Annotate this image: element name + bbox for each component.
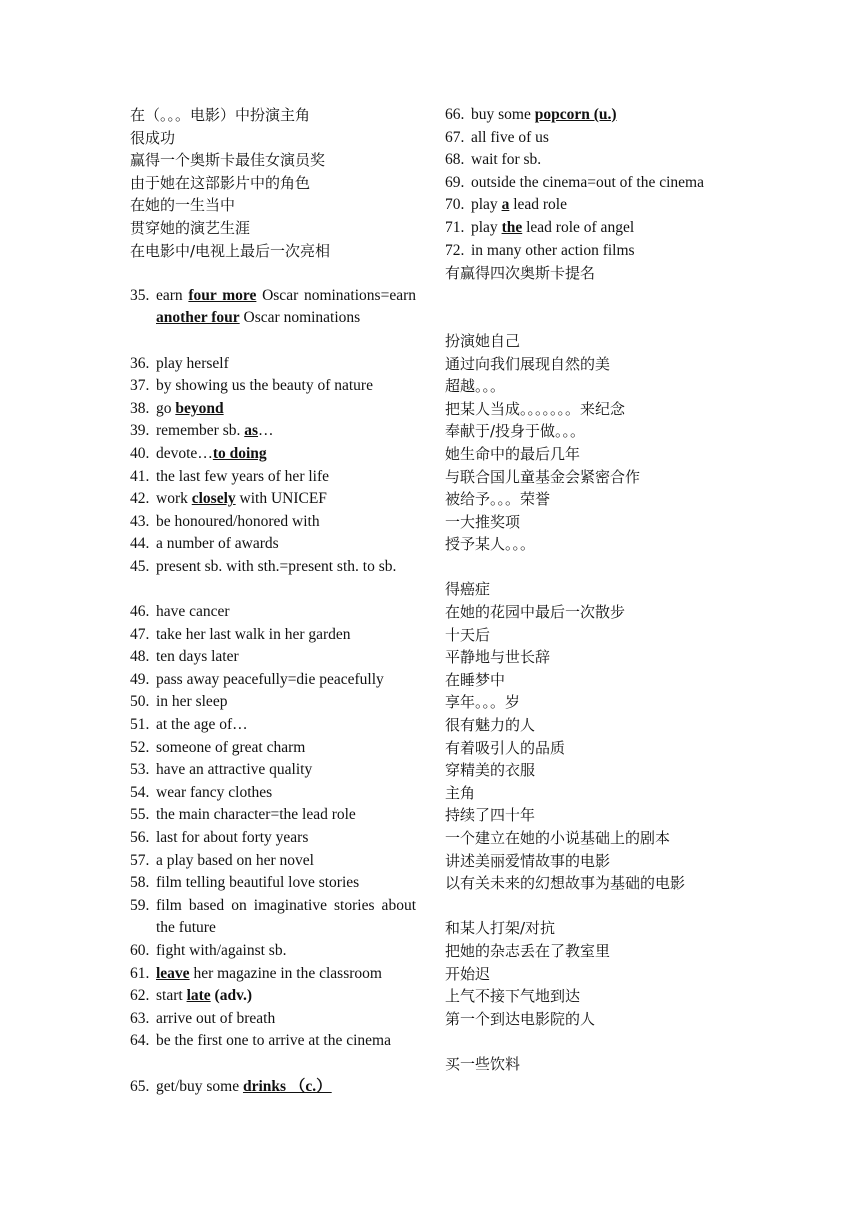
- phrase-text: the last few years of her life: [156, 467, 330, 485]
- phrase-text: remember sb.: [156, 422, 245, 440]
- vocab-item: [130, 737, 416, 760]
- chinese-meaning: 讲述美丽爱情故事的电影: [445, 851, 611, 870]
- chinese-meaning: 开始迟: [445, 964, 491, 983]
- item-number: 62.: [130, 987, 150, 1005]
- chinese-meaning: 超越。。。: [445, 377, 506, 396]
- right-column: [445, 104, 731, 1076]
- vocab-item: [130, 375, 416, 398]
- left-column: [130, 104, 416, 1098]
- chinese-meaning: 和某人打架/对抗: [445, 919, 556, 938]
- item-number: 70.: [445, 196, 465, 214]
- item-text: [471, 127, 731, 150]
- chinese-meaning: 被给予。。。荣誉: [445, 490, 551, 509]
- item-text: [471, 217, 731, 240]
- item-text: [156, 624, 416, 647]
- item-text: [156, 872, 416, 895]
- vocab-item: [130, 714, 416, 737]
- vocab-item: [130, 420, 416, 443]
- vocab-item: [130, 488, 416, 511]
- phrase-text: …: [258, 422, 274, 440]
- key-word: leave: [156, 964, 190, 982]
- phrase-text: a number of awards: [156, 535, 279, 553]
- vocab-item: [130, 624, 416, 647]
- item-number: 43.: [130, 512, 150, 530]
- key-word: to doing: [212, 444, 267, 462]
- item-text: [156, 646, 416, 669]
- vocab-item: [130, 895, 416, 940]
- item-text: [156, 353, 416, 376]
- phrase-text: all five of us: [471, 128, 549, 146]
- item-text: [156, 1076, 416, 1099]
- item-number: 66.: [445, 106, 465, 123]
- key-word: beyond: [175, 399, 224, 417]
- item-number: 65.: [130, 1077, 150, 1095]
- chinese-meaning: 穿精美的衣服: [445, 761, 536, 780]
- phrase-text: in her sleep: [156, 693, 228, 711]
- item-text: [156, 375, 416, 398]
- part-of-speech: (adv.): [214, 987, 253, 1005]
- phrase-text: buy some: [471, 106, 535, 123]
- item-text: [156, 985, 416, 1008]
- item-text: [156, 963, 416, 986]
- item-number: 60.: [130, 941, 150, 959]
- item-text: [156, 714, 416, 737]
- phrase-text: a play based on her novel: [156, 851, 314, 869]
- vocab-item: [130, 985, 416, 1008]
- vocab-item: [130, 691, 416, 714]
- chinese-meaning: 与联合国儿童基金会紧密合作: [445, 467, 641, 486]
- item-text: [156, 398, 416, 421]
- item-number: 53.: [130, 761, 150, 779]
- key-word: drinks （c.）: [242, 1077, 332, 1095]
- item-text: [156, 737, 416, 760]
- vocab-item: [130, 646, 416, 669]
- chinese-meaning: 授予某人。。。: [445, 535, 536, 554]
- chinese-meaning: 平静地与世长辞: [445, 648, 551, 667]
- vocab-item: [445, 194, 731, 217]
- vocab-item: [130, 443, 416, 466]
- item-number: 59.: [130, 896, 150, 914]
- item-number: 71.: [445, 218, 465, 236]
- vocab-item: [130, 872, 416, 895]
- phrase-text: be honoured/honored with: [156, 512, 320, 530]
- vocab-item: [130, 556, 416, 601]
- phrase-text: earn: [156, 286, 189, 304]
- vocab-item: [130, 1076, 416, 1099]
- chinese-meaning: 把她的杂志丢在了教室里: [445, 941, 611, 960]
- vocab-item: [130, 940, 416, 963]
- item-number: 54.: [130, 783, 150, 801]
- phrase-text: work: [156, 490, 192, 508]
- key-word: popcorn (u.): [534, 106, 617, 123]
- vocab-item: [130, 285, 416, 353]
- item-text: [156, 850, 416, 873]
- item-text: [471, 240, 731, 263]
- item-number: 41.: [130, 467, 150, 485]
- item-number: 56.: [130, 829, 150, 847]
- chinese-meaning: 主角: [445, 783, 476, 802]
- item-text: [156, 556, 416, 601]
- phrase-text: fight with/against sb.: [156, 941, 287, 959]
- item-number: 67.: [445, 128, 465, 146]
- item-number: 57.: [130, 851, 150, 869]
- item-text: [156, 827, 416, 850]
- chinese-phrase: 在（。。。电影）中扮演主角: [130, 106, 311, 124]
- phrase-text: pass away peacefully=die peacefully: [156, 670, 384, 688]
- phrase-text: Oscar nominations=earn: [256, 286, 416, 304]
- phrase-text: film based on imaginative stories about the future: [156, 896, 416, 937]
- chinese-phrase: 在她的一生当中: [130, 196, 236, 215]
- item-number: 52.: [130, 738, 150, 756]
- chinese-meaning: 把某人当成。。。。。。。来纪念: [445, 399, 626, 418]
- chinese-meaning: 奉献于/投身于做。。。: [445, 422, 586, 441]
- chinese-meaning: 买一些饮料: [445, 1054, 521, 1073]
- chinese-meaning: 她生命中的最后几年: [445, 444, 581, 463]
- item-text: [156, 285, 416, 353]
- phrase-text: Oscar nominations: [239, 309, 361, 327]
- chinese-meaning: 第一个到达电影院的人: [445, 1009, 596, 1028]
- phrase-text: play: [471, 218, 502, 236]
- item-text: [156, 1008, 416, 1031]
- key-word: the: [501, 218, 523, 236]
- item-text: [471, 194, 731, 217]
- vocab-item: [445, 240, 731, 263]
- item-number: 72.: [445, 241, 465, 259]
- item-text: [156, 691, 416, 714]
- item-number: 36.: [130, 354, 150, 372]
- vocab-item: [130, 511, 416, 534]
- item-number: 69.: [445, 173, 465, 191]
- vocab-item: [130, 827, 416, 850]
- vocab-item: [445, 172, 731, 195]
- vocab-item: [130, 1008, 416, 1031]
- phrase-text: film telling beautiful love stories: [156, 874, 360, 892]
- phrase-text: in many other action films: [471, 241, 635, 259]
- vocab-item: [445, 127, 731, 150]
- item-text: [471, 149, 731, 172]
- vocab-item: [130, 398, 416, 421]
- key-word: as: [244, 422, 259, 440]
- item-text: [156, 895, 416, 940]
- chinese-meaning: 持续了四十年: [445, 806, 536, 825]
- phrase-text: ten days later: [156, 648, 239, 666]
- item-number: 64.: [130, 1032, 150, 1050]
- key-word: four more: [188, 286, 257, 304]
- phrase-text: someone of great charm: [156, 738, 306, 756]
- item-number: 61.: [130, 964, 150, 982]
- phrase-text: wait for sb.: [471, 151, 542, 169]
- item-number: 39.: [130, 422, 150, 440]
- item-text: [156, 466, 416, 489]
- chinese-meaning: 很有魅力的人: [445, 716, 536, 735]
- item-number: 37.: [130, 377, 150, 395]
- phrase-text: at the age of…: [156, 716, 248, 734]
- blank-line: [130, 262, 416, 285]
- item-text: [156, 669, 416, 692]
- item-text: [156, 782, 416, 805]
- item-text: [156, 804, 416, 827]
- phrase-text: get/buy some: [156, 1077, 243, 1095]
- vocab-item: [130, 669, 416, 692]
- phrase-text: start: [156, 987, 187, 1005]
- phrase-text: the main character=the lead role: [156, 806, 356, 824]
- item-text: [156, 940, 416, 963]
- phrase-text: her magazine in the classroom: [189, 964, 382, 982]
- chinese-meaning: 在她的花园中最后一次散步: [445, 603, 626, 622]
- item-number: 68.: [445, 151, 465, 169]
- chinese-phrase: 贯穿她的演艺生涯: [130, 218, 251, 237]
- item-number: 40.: [130, 444, 150, 462]
- phrase-text: present sb. with sth.=present sth. to sb.: [156, 557, 397, 575]
- item-number: 46.: [130, 603, 150, 621]
- phrase-text: arrive out of breath: [156, 1009, 276, 1027]
- chinese-phrase: 很成功: [130, 128, 176, 147]
- item-number: 48.: [130, 648, 150, 666]
- phrase-text: go: [156, 399, 176, 417]
- vocab-item: [130, 850, 416, 873]
- vocab-item: [130, 963, 416, 986]
- phrase-text: take her last walk in her garden: [156, 625, 351, 643]
- key-word: a: [501, 196, 510, 214]
- chinese-meaning: 通过向我们展现自然的美: [445, 354, 611, 373]
- phrase-text: with UNICEF: [235, 490, 327, 508]
- phrase-text: outside the cinema=out of the cinema: [471, 173, 704, 191]
- phrase-text: play herself: [156, 354, 229, 372]
- key-word: late: [186, 987, 211, 1005]
- chinese-meaning: 上气不接下气地到达: [445, 987, 581, 1006]
- phrase-text: lead role of angel: [522, 218, 635, 236]
- item-text: [471, 172, 731, 195]
- item-text: [156, 443, 416, 466]
- chinese-phrase: 在电影中/电视上最后一次亮相: [130, 241, 331, 260]
- vocab-item: [130, 782, 416, 805]
- item-number: 45.: [130, 557, 150, 575]
- phrase-text: devote…: [156, 444, 213, 462]
- chinese-phrase: 由于她在这部影片中的角色: [130, 173, 311, 192]
- chinese-meaning: 有赢得四次奥斯卡提名: [445, 264, 596, 283]
- chinese-phrase: 赢得一个奥斯卡最佳女演员奖: [130, 151, 326, 170]
- item-number: 38.: [130, 399, 150, 417]
- chinese-meaning: 扮演她自己: [445, 331, 521, 350]
- chinese-meaning: 一个建立在她的小说基础上的剧本: [445, 829, 671, 848]
- chinese-meaning: 享年。。。岁: [445, 693, 521, 712]
- phrase-text: have cancer: [156, 603, 230, 621]
- item-number: 58.: [130, 874, 150, 892]
- phrase-text: play: [471, 196, 502, 214]
- item-text: [471, 104, 731, 127]
- item-number: 51.: [130, 716, 150, 734]
- vocab-item: [130, 353, 416, 376]
- item-text: [156, 511, 416, 534]
- item-number: 50.: [130, 693, 150, 711]
- item-number: 63.: [130, 1009, 150, 1027]
- key-word: closely: [191, 490, 236, 508]
- vocab-item: [130, 466, 416, 489]
- chinese-meaning: 得癌症: [445, 580, 491, 599]
- phrase-text: lead role: [509, 196, 567, 214]
- item-number: 49.: [130, 670, 150, 688]
- chinese-meaning: 一大推奖项: [445, 512, 521, 531]
- vocab-item: [130, 759, 416, 782]
- chinese-meaning: 有着吸引人的品质: [445, 738, 566, 757]
- item-number: 42.: [130, 490, 150, 508]
- item-number: 47.: [130, 625, 150, 643]
- vocab-item: [130, 601, 416, 624]
- key-word: another four: [156, 309, 240, 327]
- vocab-item: [445, 149, 731, 172]
- vocab-item: [130, 804, 416, 827]
- item-text: [156, 488, 416, 511]
- item-text: [156, 759, 416, 782]
- phrase-text: wear fancy clothes: [156, 783, 273, 801]
- item-number: 44.: [130, 535, 150, 553]
- item-text: [156, 420, 416, 443]
- phrase-text: last for about forty years: [156, 829, 309, 847]
- item-text: [156, 1030, 416, 1075]
- vocab-item: [445, 104, 731, 127]
- phrase-text: by showing us the beauty of nature: [156, 377, 373, 395]
- item-text: [156, 601, 416, 624]
- item-number: 35.: [130, 286, 150, 304]
- vocab-item: [130, 533, 416, 556]
- phrase-text: have an attractive quality: [156, 761, 313, 779]
- item-number: 55.: [130, 806, 150, 824]
- chinese-meaning: 在睡梦中: [445, 670, 506, 689]
- chinese-meaning: 以有关未来的幻想故事为基础的电影: [445, 874, 686, 893]
- chinese-meaning: 十天后: [445, 625, 491, 644]
- phrase-text: be the first one to arrive at the cinema: [156, 1032, 391, 1050]
- vocab-item: [445, 217, 731, 240]
- vocab-item: [130, 1030, 416, 1075]
- item-text: [156, 533, 416, 556]
